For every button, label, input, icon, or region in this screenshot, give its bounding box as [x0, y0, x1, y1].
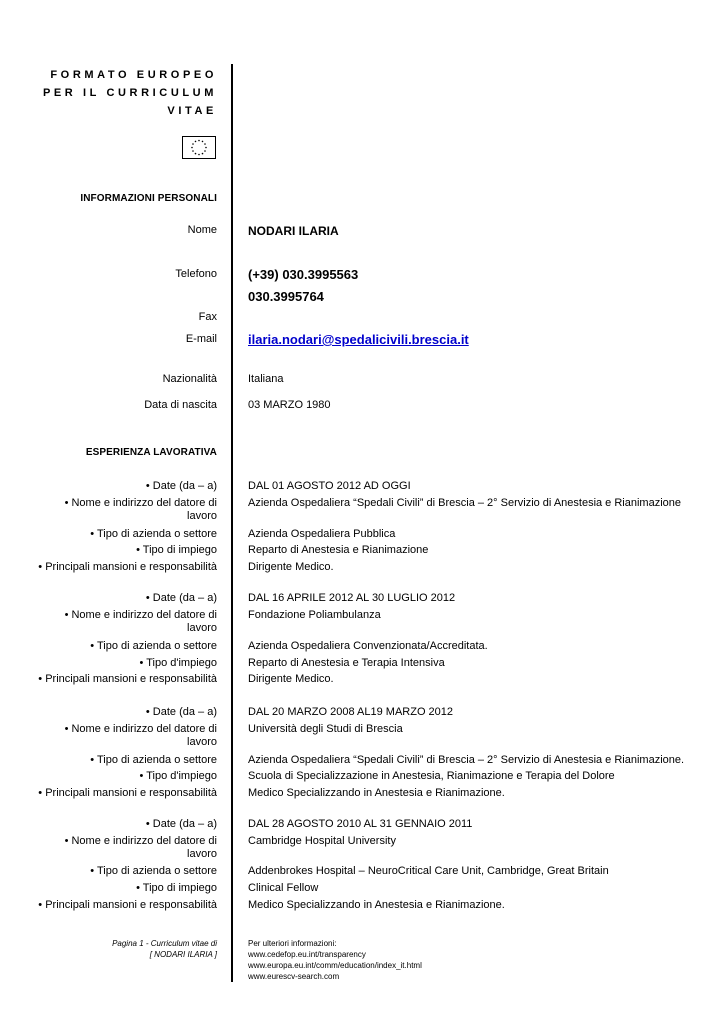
- entry-1-date: DAL 01 AGOSTO 2012 AD OGGI: [248, 480, 411, 492]
- label-duties: • Principali mansioni e responsabilità: [38, 673, 217, 685]
- entry-4-job-type: Clinical Fellow: [248, 882, 319, 894]
- value-nazionalita: Italiana: [248, 373, 284, 385]
- label-duties: • Principali mansioni e responsabilità: [38, 899, 217, 911]
- entry-2-date: DAL 16 APRILE 2012 AL 30 LUGLIO 2012: [248, 592, 456, 604]
- footer-page-line2: [ NODARI ILARIA ]: [149, 950, 217, 959]
- cv-title: [43, 66, 217, 120]
- footer-page-line1: Pagina 1 - Curriculum vitae di: [112, 939, 217, 948]
- value-nascita: 03 MARZO 1980: [248, 399, 331, 411]
- vertical-divider: [231, 64, 233, 982]
- entry-2-job-type: Reparto di Anestesia e Terapia Intensiva: [248, 657, 445, 669]
- entry-4-duties: Medico Specializzando in Anestesia e Rianimazione.: [248, 899, 505, 911]
- label-nome: Nome: [187, 224, 217, 236]
- footer-page-info: [112, 938, 217, 960]
- label-nazionalita: Nazionalità: [162, 373, 217, 385]
- entry-3-date: DAL 20 MARZO 2008 AL19 MARZO 2012: [248, 706, 454, 718]
- entry-2-employer: Fondazione Poliambulanza: [248, 609, 381, 621]
- entry-3-company-type: Azienda Ospedaliera “Spedali Civili” di Brescia – 2° Servizio di Anestesia e Rianimazione.: [248, 754, 685, 766]
- label-date: • Date (da – a): [145, 818, 217, 830]
- value-telefono-2: 030.3995764: [248, 289, 324, 304]
- entry-1-job-type: Reparto di Anestesia e Rianimazione: [248, 544, 429, 556]
- footer-link-cedefop[interactable]: www.cedefop.eu.int/transparency: [248, 950, 366, 959]
- entry-3-employer: Università degli Studi di Brescia: [248, 723, 403, 735]
- entry-1-company-type: Azienda Ospedaliera Pubblica: [248, 528, 396, 540]
- entry-4-company-type: Addenbrokes Hospital – NeuroCritical Care Unit, Cambridge, Great Britain: [248, 865, 609, 877]
- cv-title-line1: FORMATO EUROPEO: [50, 69, 217, 81]
- value-nome: NODARI ILARIA: [248, 224, 339, 238]
- label-date: • Date (da – a): [145, 480, 217, 492]
- label-job-type: • Tipo di impiego: [136, 544, 217, 556]
- footer-links: [248, 938, 422, 982]
- label-date: • Date (da – a): [145, 706, 217, 718]
- entry-1-employer: Azienda Ospedaliera “Spedali Civili” di Brescia – 2° Servizio di Anestesia e Rianimazione: [248, 497, 682, 509]
- entry-4-employer: Cambridge Hospital University: [248, 835, 396, 847]
- label-duties: • Principali mansioni e responsabilità: [38, 787, 217, 799]
- label-employer: • Nome e indirizzo del datore di lavoro: [64, 723, 217, 748]
- label-job-type: • Tipo d'impiego: [139, 657, 217, 669]
- label-duties: • Principali mansioni e responsabilità: [38, 561, 217, 573]
- entry-1-duties: Dirigente Medico.: [248, 561, 334, 573]
- value-telefono-1: (+39) 030.3995563: [248, 267, 359, 282]
- label-date: • Date (da – a): [145, 592, 217, 604]
- footer-link-europa[interactable]: www.europa.eu.int/comm/education/index_it.html: [248, 961, 422, 970]
- label-company-type: • Tipo di azienda o settore: [90, 865, 217, 877]
- label-fax: Fax: [198, 311, 217, 323]
- label-nascita: Data di nascita: [144, 399, 217, 411]
- label-job-type: • Tipo di impiego: [136, 882, 217, 894]
- label-employer: • Nome e indirizzo del datore di lavoro: [64, 497, 217, 522]
- section-personal-info: INFORMAZIONI PERSONALI: [80, 193, 217, 204]
- entry-3-duties: Medico Specializzando in Anestesia e Rianimazione.: [248, 787, 505, 799]
- cv-title-line2: PER IL CURRICULUM: [42, 87, 217, 99]
- footer-info-label: Per ulteriori informazioni:: [248, 939, 337, 948]
- label-company-type: • Tipo di azienda o settore: [90, 640, 217, 652]
- label-email: E-mail: [185, 333, 217, 345]
- label-company-type: • Tipo di azienda o settore: [90, 754, 217, 766]
- entry-3-job-type: Scuola di Specializzazione in Anestesia, Rianimazione e Terapia del Dolore: [248, 770, 615, 782]
- entry-2-duties: Dirigente Medico.: [248, 673, 334, 685]
- footer-link-eurescv[interactable]: www.eurescv-search.com: [248, 972, 340, 981]
- label-job-type: • Tipo d'impiego: [139, 770, 217, 782]
- section-experience: ESPERIENZA LAVORATIVA: [85, 447, 217, 458]
- label-company-type: • Tipo di azienda o settore: [90, 528, 217, 540]
- entry-2-company-type: Azienda Ospedaliera Convenzionata/Accreditata.: [248, 640, 488, 652]
- cv-title-line3: VITAE: [167, 105, 217, 117]
- label-telefono: Telefono: [175, 268, 217, 280]
- entry-4-date: DAL 28 AGOSTO 2010 AL 31 GENNAIO 2011: [248, 818, 473, 830]
- label-employer: • Nome e indirizzo del datore di lavoro: [64, 609, 217, 634]
- value-email-link[interactable]: ilaria.nodari@spedalicivili.brescia.it: [248, 332, 469, 347]
- eu-flag-icon: [182, 136, 216, 159]
- label-employer: • Nome e indirizzo del datore di lavoro: [64, 835, 217, 860]
